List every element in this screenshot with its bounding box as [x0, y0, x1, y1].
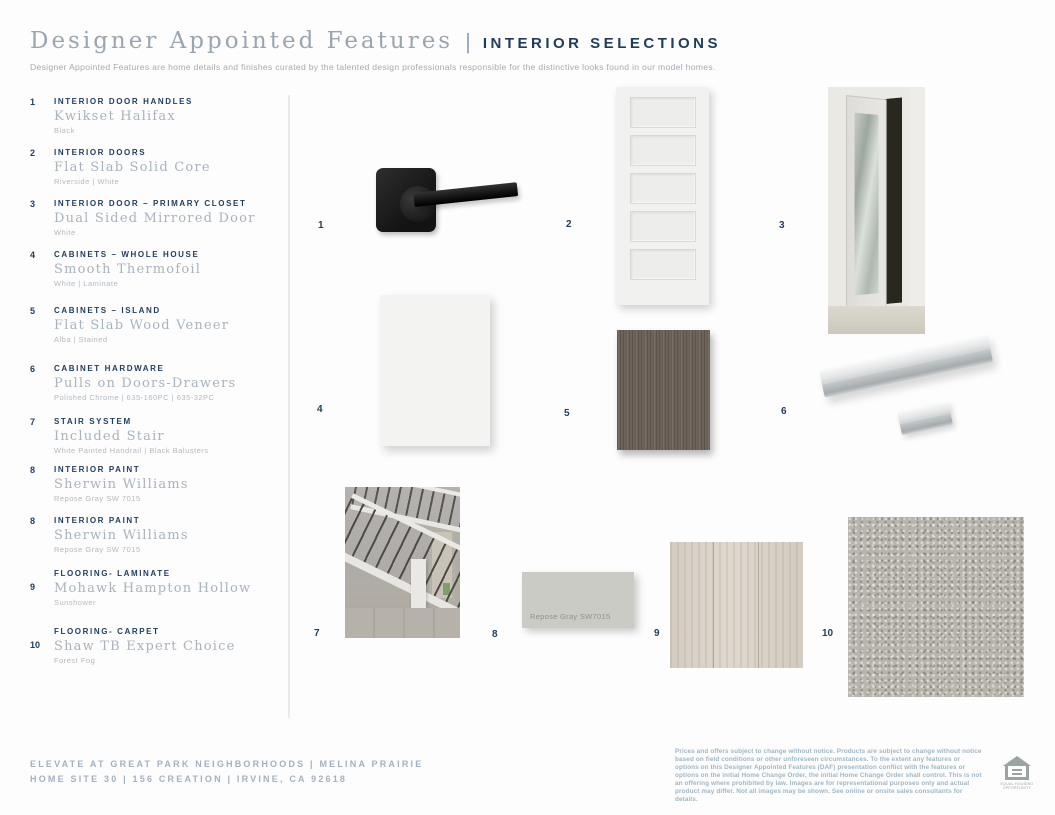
item-name: Dual Sided Mirrored Door [54, 211, 256, 226]
item-detail: Black [54, 126, 75, 135]
section-tag: INTERIOR SELECTIONS [482, 35, 722, 52]
item-number: 8 [30, 465, 36, 475]
figure-number: 4 [317, 404, 323, 415]
floor [828, 306, 925, 334]
item-number: 8 [30, 516, 36, 526]
item-detail: Sunshower [54, 598, 97, 607]
figure-number: 9 [654, 628, 660, 639]
figure-number: 2 [566, 219, 572, 230]
logo-equal-bar [1012, 769, 1022, 771]
footer-community-info [30, 757, 423, 787]
staircase-photo [345, 487, 460, 638]
figure-number: 7 [314, 628, 320, 639]
item-category: FLOORING- LAMINATE [54, 569, 171, 578]
item-name: Flat Slab Solid Core [54, 160, 211, 175]
logo-roof [1003, 756, 1031, 766]
item-category: STAIR SYSTEM [54, 417, 132, 426]
item-detail: Polished Chrome | 635-160PC | 635-32PC [54, 393, 215, 402]
header-description: Designer Appointed Features are home details and finishes curated by the talented design professionals responsible for the distinctive looks found in our model homes. [30, 62, 716, 72]
paint-swatch [522, 572, 634, 628]
door-panel [630, 249, 696, 280]
carpet-swatch [848, 517, 1024, 697]
item-number: 9 [30, 582, 36, 592]
title-separator: | [465, 29, 471, 54]
list-item [30, 364, 288, 402]
item-number: 3 [30, 199, 36, 209]
list-item [30, 465, 288, 503]
logo-text: EQUAL HOUSING OPPORTUNITY [1000, 782, 1034, 790]
logo-equal-bar [1012, 773, 1022, 775]
list-item [30, 516, 288, 554]
wood-veneer-swatch [617, 330, 710, 450]
black-door-lever-photo [376, 166, 521, 238]
item-category: FLOORING- CARPET [54, 627, 160, 636]
list-item [30, 569, 288, 607]
list-item [30, 199, 288, 237]
figure-number: 6 [781, 406, 787, 417]
item-category: INTERIOR DOORS [54, 148, 147, 157]
figure-number: 5 [564, 408, 570, 419]
item-category: CABINET HARDWARE [54, 364, 165, 373]
item-category: CABINETS – ISLAND [54, 306, 161, 315]
figure-number: 10 [822, 628, 834, 639]
tile-floor [345, 608, 460, 638]
item-category: INTERIOR DOOR HANDLES [54, 97, 193, 106]
item-name: Flat Slab Wood Veneer [54, 318, 230, 333]
equal-housing-opportunity-logo [1000, 756, 1034, 790]
door-panel [630, 173, 696, 204]
laminate-flooring-swatch [670, 542, 803, 668]
door-panel [630, 211, 696, 242]
header [30, 28, 721, 72]
item-category: INTERIOR PAINT [54, 465, 141, 474]
item-category: INTERIOR PAINT [54, 516, 141, 525]
item-category: CABINETS – WHOLE HOUSE [54, 250, 200, 259]
mirror [855, 113, 879, 295]
white-thermofoil-swatch [380, 295, 490, 446]
item-number: 5 [30, 306, 36, 316]
item-number: 7 [30, 417, 36, 427]
list-item [30, 627, 288, 665]
vertical-divider [288, 95, 290, 718]
footer-line2: HOME SITE 30 | 156 CREATION | IRVINE, CA 92618 [30, 774, 348, 784]
list-item [30, 97, 288, 135]
footer-line1: ELEVATE AT GREAT PARK NEIGHBORHOODS | MELINA PRAIRIE [30, 759, 424, 769]
figure-number: 8 [492, 629, 498, 640]
door-panel [630, 97, 696, 128]
wall [909, 87, 925, 334]
paint-swatch-label: Repose Gray SW7015 [530, 612, 611, 621]
item-name: Included Stair [54, 429, 165, 444]
figure-number: 3 [779, 220, 785, 231]
five-panel-door-photo [616, 87, 709, 305]
item-number: 4 [30, 250, 36, 260]
figure-number: 1 [318, 220, 324, 231]
logo-house [1005, 766, 1029, 780]
door-panel [630, 135, 696, 166]
item-name: Kwikset Halifax [54, 109, 176, 124]
item-number: 10 [30, 640, 41, 650]
item-detail: White Painted Handrail | Black Balusters [54, 446, 209, 455]
list-item [30, 417, 288, 455]
item-number: 6 [30, 364, 36, 374]
item-name: Sherwin Williams [54, 528, 189, 543]
item-name: Pulls on Doors-Drawers [54, 376, 237, 391]
list-item [30, 250, 288, 288]
item-detail: White [54, 228, 76, 237]
item-name: Shaw TB Expert Choice [54, 639, 236, 654]
list-item [30, 148, 288, 186]
item-detail: Riverside | White [54, 177, 120, 186]
item-detail: Alba | Stained [54, 335, 108, 344]
item-detail: Repose Gray SW 7015 [54, 545, 141, 554]
item-detail: Forest Fog [54, 656, 96, 665]
item-name: Smooth Thermofoil [54, 262, 202, 277]
chrome-edge-pull-long [819, 334, 993, 397]
item-detail: White | Laminate [54, 279, 119, 288]
legal-disclaimer: Prices and offers subject to change without notice. Products are subject to change without notice based on field conditions or other unforeseen circumstances. To the extent any features or options on this Designer Appointed Features (DAF) presentation conflict with the features or options on the initial Home Change Order, the initial Home Change Order shall control. This is not an offering where prohibited by law. Images are for representational purposes only and actual product may differ. Not all images may be shown. See online or onsite sales consultants for details. [675, 748, 982, 803]
chrome-edge-pull-small [897, 401, 953, 435]
item-name: Sherwin Williams [54, 477, 189, 492]
item-name: Mohawk Hampton Hollow [54, 581, 252, 596]
page-title: Designer Appointed Features [30, 28, 454, 54]
mirrored-closet-door-photo [828, 87, 925, 334]
selections-list [30, 90, 288, 670]
list-item [30, 306, 288, 344]
item-number: 1 [30, 97, 36, 107]
mirrored-door [846, 95, 887, 317]
item-category: INTERIOR DOOR – PRIMARY CLOSET [54, 199, 247, 208]
item-number: 2 [30, 148, 36, 158]
item-detail: Repose Gray SW 7015 [54, 494, 141, 503]
